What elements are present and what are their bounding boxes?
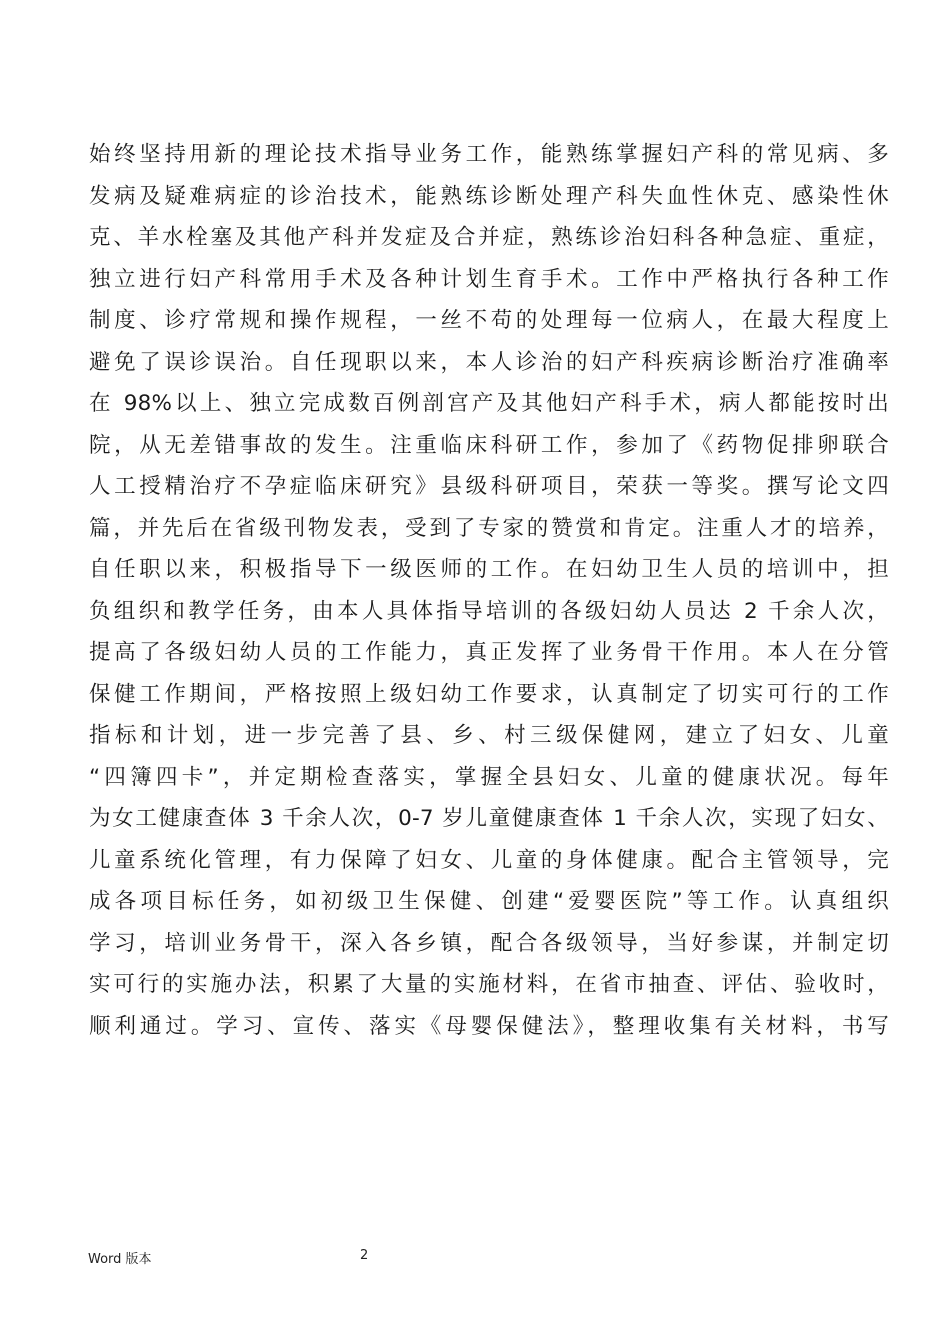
text-line: 成各项目标任务，如初级卫生保健、创建“爱婴医院”等工作。认真组织	[89, 889, 889, 914]
text-line: 顺利通过。学习、宣传、落实《母婴保健法》，整理收集有关材料，书写	[89, 1013, 889, 1039]
text-line: 负组织和教学任务，由本人具体指导培训的各级妇幼人员达 2 千余人次，	[89, 598, 889, 624]
text-line: 始终坚持用新的理论技术指导业务工作，能熟练掌握妇产科的常见病、多	[89, 142, 889, 167]
text-line: 自任职以来，积极指导下一级医师的工作。在妇幼卫生人员的培训中，担	[89, 557, 889, 582]
text-line: 指标和计划，进一步完善了县、乡、村三级保健网，建立了妇女、儿童	[89, 723, 889, 748]
text-line: 人工授精治疗不孕症临床研究》县级科研项目，荣获一等奖。撰写论文四	[89, 474, 889, 499]
text-line: 儿童系统化管理，有力保障了妇女、儿童的身体健康。配合主管领导，完	[89, 847, 889, 873]
text-line: 篇，并先后在省级刊物发表，受到了专家的赞赏和肯定。注重人才的培养，	[89, 515, 889, 541]
text-line: 避免了误诊误治。自任现职以来，本人诊治的妇产科疾病诊断治疗准确率	[89, 349, 889, 375]
text-line: 实可行的实施办法，积累了大量的实施材料，在省市抽查、评估、验收时，	[89, 972, 889, 997]
text-line: 为女工健康查体 3 千余人次，0-7 岁儿童健康查体 1 千余人次，实现了妇女、	[89, 806, 889, 831]
text-line: 院，从无差错事故的发生。注重临床科研工作，参加了《药物促排卵联合	[89, 432, 889, 458]
text-line: “四簿四卡”，并定期检查落实，掌握全县妇女、儿童的健康状况。每年	[89, 764, 889, 790]
body-text	[89, 134, 889, 1047]
text-line: 克、羊水栓塞及其他产科并发症及合并症，熟练诊治妇科各种急症、重症，	[89, 225, 889, 250]
page-number: 2	[360, 1248, 369, 1263]
text-line: 在 98%以上、独立完成数百例剖宫产及其他妇产科手术，病人都能按时出	[89, 391, 889, 416]
text-line: 制度、诊疗常规和操作规程，一丝不苟的处理每一位病人，在最大程度上	[89, 308, 889, 333]
text-line: 提高了各级妇幼人员的工作能力，真正发挥了业务骨干作用。本人在分管	[89, 640, 889, 665]
text-line: 保健工作期间，严格按照上级妇幼工作要求，认真制定了切实可行的工作	[89, 681, 889, 707]
footer-label: Word 版本	[88, 1252, 152, 1267]
text-line: 独立进行妇产科常用手术及各种计划生育手术。工作中严格执行各种工作	[89, 266, 889, 292]
text-line: 学习，培训业务骨干，深入各乡镇，配合各级领导，当好参谋，并制定切	[89, 930, 889, 956]
text-line: 发病及疑难病症的诊治技术，能熟练诊断处理产科失血性休克、感染性休	[89, 183, 889, 209]
